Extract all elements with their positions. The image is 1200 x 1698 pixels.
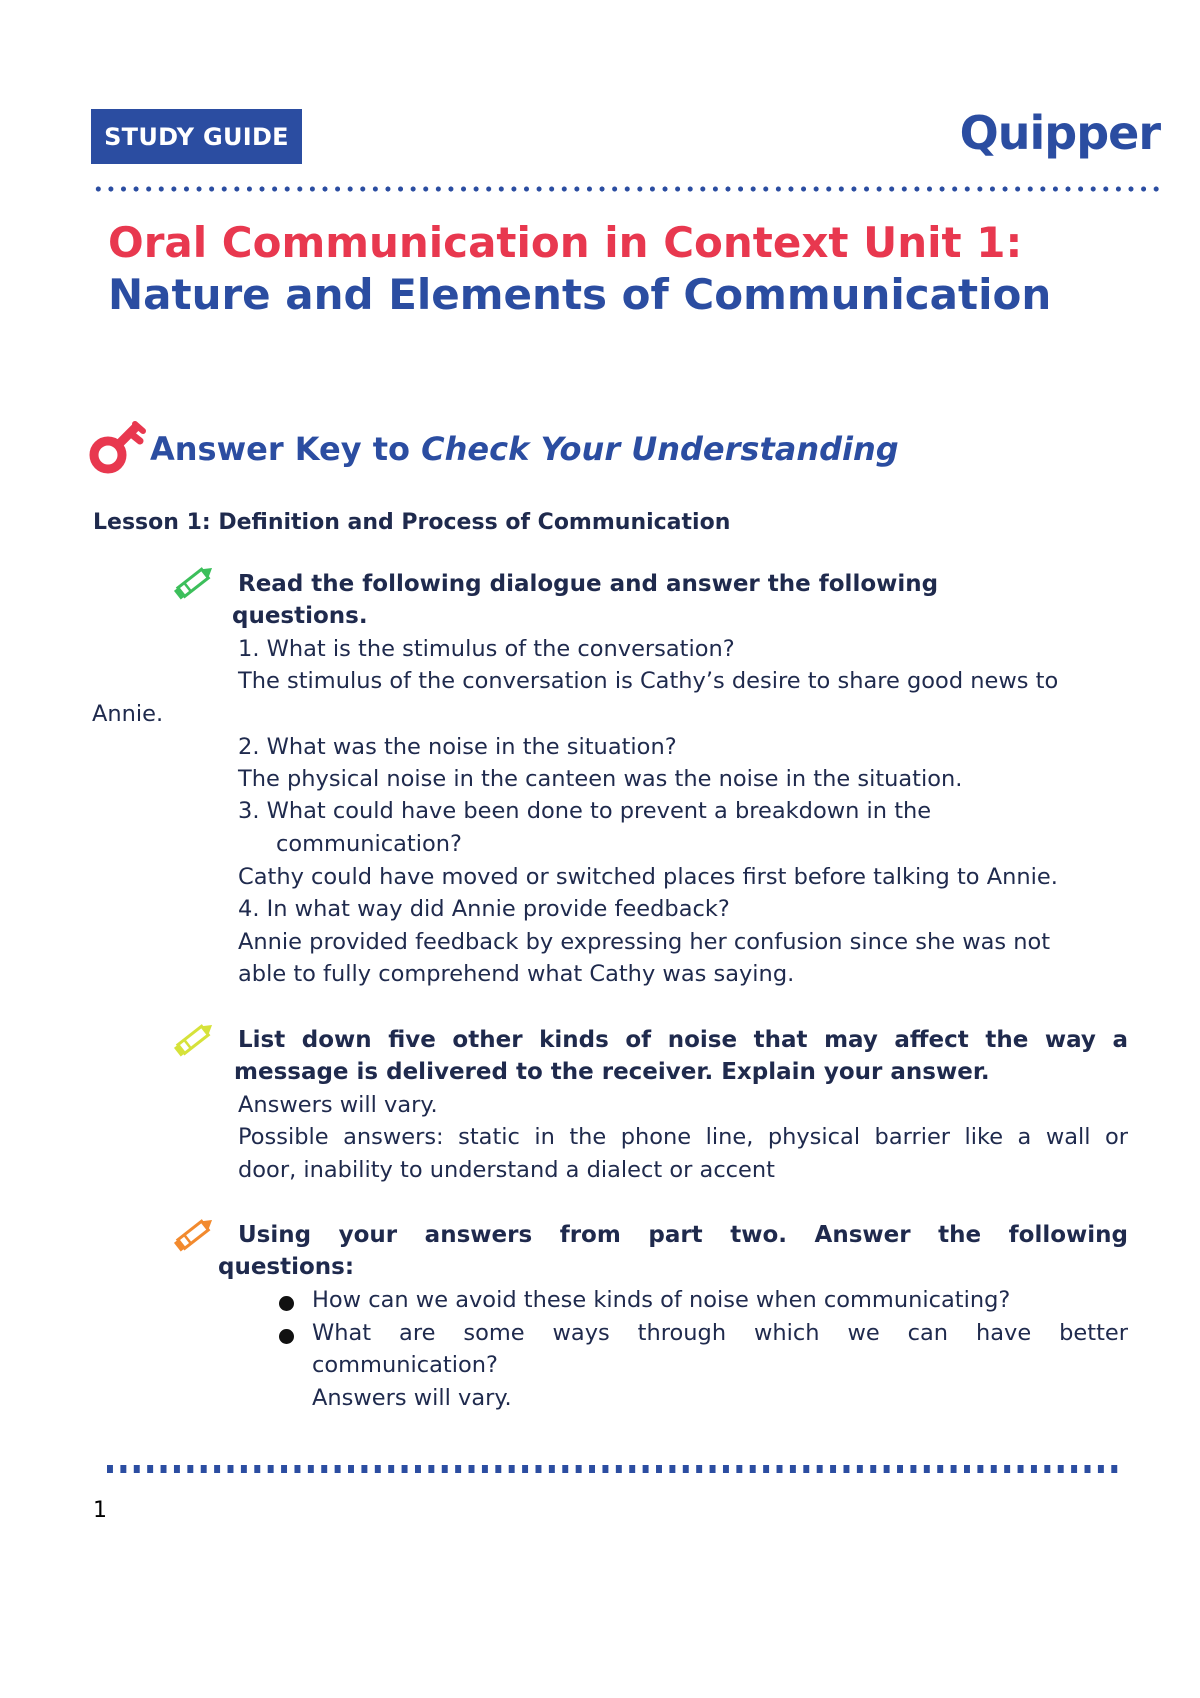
key-icon bbox=[88, 415, 150, 477]
part1-instruction-line2: questions. bbox=[232, 603, 368, 629]
footer-divider bbox=[107, 1465, 1122, 1473]
part2-instruction-line1: List down five other kinds of noise that may affect the way a bbox=[238, 1027, 1128, 1053]
part3-instruction-line2: questions: bbox=[218, 1254, 355, 1280]
part1-answer-2: The physical noise in the canteen was the noise in the situation. bbox=[238, 766, 963, 792]
part3-bullet-2-line2: communication? bbox=[312, 1352, 498, 1378]
part3-instruction-line1: Using your answers from part two. Answer the following bbox=[238, 1222, 1128, 1248]
lesson-title: Lesson 1: Definition and Process of Communication bbox=[93, 510, 731, 535]
part1-question-3-line2: communication? bbox=[276, 831, 462, 857]
section-heading bbox=[150, 430, 899, 468]
part2-answer-2-line1: Possible answers: static in the phone line, physical barrier like a wall or bbox=[238, 1124, 1128, 1150]
part1-question-3-line1: 3. What could have been done to prevent a breakdown in the bbox=[238, 798, 932, 824]
section-heading-prefix: Answer Key to bbox=[150, 430, 410, 468]
part2-answer-1: Answers will vary. bbox=[238, 1092, 438, 1118]
page-title-line2: Nature and Elements of Communication bbox=[108, 270, 1052, 319]
part1-answer-4-line1: Annie provided feedback by expressing her confusion since she was not bbox=[238, 929, 1051, 955]
part3-bullet-1: How can we avoid these kinds of noise when communicating? bbox=[312, 1287, 1011, 1313]
part2-answer-2-line2: door, inability to understand a dialect or accent bbox=[238, 1157, 775, 1183]
pencil-icon bbox=[172, 560, 218, 604]
part2-instruction-line2: message is delivered to the receiver. Explain your answer. bbox=[234, 1059, 990, 1085]
page-number: 1 bbox=[93, 1498, 107, 1523]
part3-bullet-2-line1: What are some ways through which we can have better bbox=[312, 1320, 1128, 1346]
part1-answer-4-line2: able to fully comprehend what Cathy was saying. bbox=[238, 961, 795, 987]
pencil-icon bbox=[172, 1212, 218, 1256]
part1-question-1: 1. What is the stimulus of the conversation? bbox=[238, 636, 735, 662]
part1-instruction-line1: Read the following dialogue and answer the following bbox=[238, 571, 939, 597]
pencil-icon bbox=[172, 1017, 218, 1061]
page-title-line1: Oral Communication in Context Unit 1: bbox=[108, 218, 1023, 267]
part1-question-4: 4. In what way did Annie provide feedback? bbox=[238, 896, 730, 922]
part1-answer-1-line2: Annie. bbox=[92, 701, 164, 727]
part3-answer: Answers will vary. bbox=[312, 1385, 512, 1411]
quipper-logo: Quipper bbox=[959, 106, 1160, 160]
bullet-marker bbox=[279, 1296, 294, 1311]
part1-question-2: 2. What was the noise in the situation? bbox=[238, 734, 677, 760]
bullet-marker bbox=[279, 1329, 294, 1344]
part1-answer-3: Cathy could have moved or switched places first before talking to Annie. bbox=[238, 864, 1058, 890]
study-guide-badge: STUDY GUIDE bbox=[91, 109, 302, 164]
header-divider bbox=[92, 186, 1162, 192]
part1-answer-1-line1: The stimulus of the conversation is Cathy’s desire to share good news to bbox=[238, 668, 1059, 694]
section-heading-italic: Check Your Understanding bbox=[421, 430, 899, 468]
